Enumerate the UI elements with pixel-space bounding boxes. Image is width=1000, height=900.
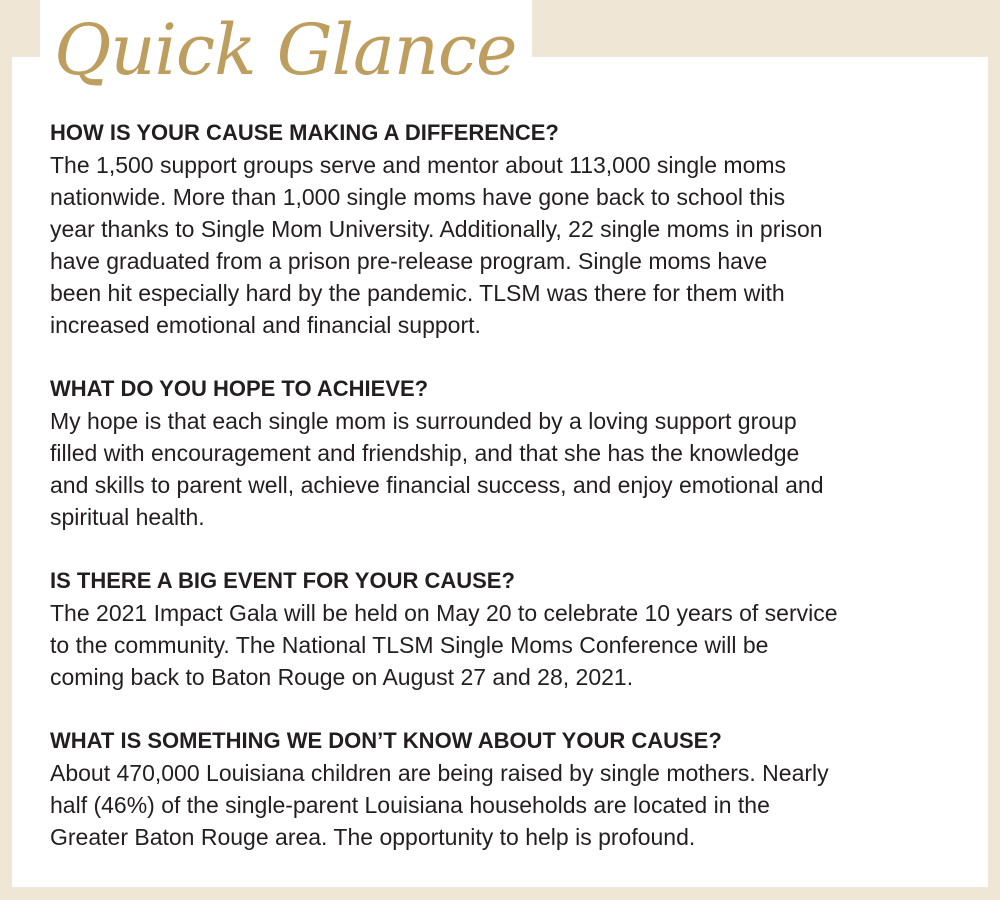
answer-line: been hit especially hard by the pandemic. TLSM was there for them with bbox=[50, 280, 785, 306]
question-heading: HOW IS YOUR CAUSE MAKING A DIFFERENCE? bbox=[50, 120, 559, 145]
qa-section bbox=[50, 725, 960, 853]
answer-text bbox=[50, 149, 960, 341]
question-heading: WHAT DO YOU HOPE TO ACHIEVE? bbox=[50, 376, 429, 401]
answer-line: The 1,500 support groups serve and mentor about 113,000 single moms bbox=[50, 152, 787, 178]
answer-text bbox=[50, 405, 960, 533]
question-heading: IS THERE A BIG EVENT FOR YOUR CAUSE? bbox=[50, 568, 515, 593]
answer-line: nationwide. More than 1,000 single moms have gone back to school this bbox=[50, 184, 786, 210]
answer-line: coming back to Baton Rouge on August 27 and 28, 2021. bbox=[50, 664, 634, 690]
answer-line: Greater Baton Rouge area. The opportunity to help is profound. bbox=[50, 824, 696, 850]
answer-line: increased emotional and financial support. bbox=[50, 312, 481, 338]
title-tab bbox=[40, 0, 532, 100]
answer-line: to the community. The National TLSM Single Moms Conference will be bbox=[50, 632, 769, 658]
qa-section bbox=[50, 117, 960, 341]
qa-section bbox=[50, 565, 960, 693]
answer-line: filled with encouragement and friendship, and that she has the knowledge bbox=[50, 440, 800, 466]
answer-line: half (46%) of the single-parent Louisiana households are located in the bbox=[50, 792, 770, 818]
answer-line: About 470,000 Louisiana children are being raised by single mothers. Nearly bbox=[50, 760, 829, 786]
answer-line: My hope is that each single mom is surrounded by a loving support group bbox=[50, 408, 797, 434]
question-heading: WHAT IS SOMETHING WE DON’T KNOW ABOUT YOUR CAUSE? bbox=[50, 728, 722, 753]
answer-line: have graduated from a prison pre-release program. Single moms have bbox=[50, 248, 768, 274]
answer-line: The 2021 Impact Gala will be held on May 20 to celebrate 10 years of service bbox=[50, 600, 838, 626]
qa-content bbox=[50, 117, 960, 885]
answer-text bbox=[50, 597, 960, 693]
answer-line: and skills to parent well, achieve financial success, and enjoy emotional and bbox=[50, 472, 824, 498]
answer-line: spiritual health. bbox=[50, 504, 205, 530]
page-title: Quick Glance bbox=[54, 9, 517, 91]
qa-section bbox=[50, 373, 960, 533]
answer-line: year thanks to Single Mom University. Additionally, 22 single moms in prison bbox=[50, 216, 823, 242]
answer-text bbox=[50, 757, 960, 853]
